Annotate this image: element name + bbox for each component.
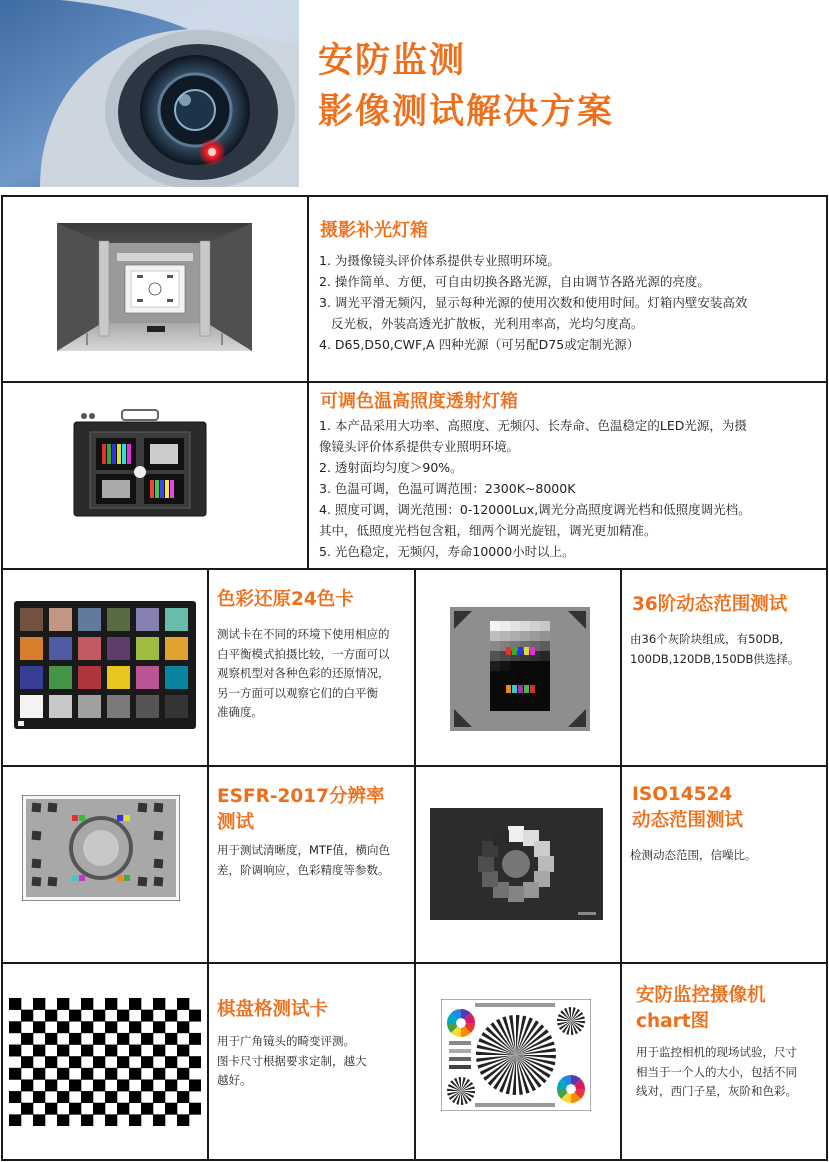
checkerboard-image: [9, 998, 201, 1126]
wide-rows-divider: [1, 381, 828, 383]
card-description: 由36个灰阶块组成，有50DB, 100DB,120DB,150DB供选择。: [630, 632, 800, 666]
card-title: 36阶动态范围测试: [632, 594, 788, 615]
color-patch: [165, 666, 188, 689]
grid-col-divider-2: [414, 568, 416, 1161]
lightbox-title: 摄影补光灯箱: [320, 220, 428, 241]
color-patch: [20, 666, 43, 689]
hero-image: [0, 0, 299, 187]
transmission-description: [319, 415, 824, 562]
color-patch: [78, 637, 101, 660]
transmission-line: 1. 本产品采用大功率、高照度、无频闪、长寿命、色温稳定的LED光源，为摄: [319, 418, 747, 433]
lightbox-image: [57, 223, 252, 351]
lightbox-line: 2. 操作简单、方便，可自由切换各路光源，自由调节各路光源的亮度。: [319, 274, 710, 289]
grid-col-divider-1: [207, 568, 209, 1161]
dynamic-range-36-image: [450, 607, 590, 731]
card-description: 用于测试清晰度，MTF值，横向色 差，阶调响应，色彩精度等参数。: [217, 843, 391, 877]
lightbox-line: 3. 调光平滑无频闪，显示每种光源的使用次数和使用时间。灯箱内壁安装高效: [319, 295, 748, 310]
esfr-chart-image: [22, 795, 180, 901]
card-description: 用于监控相机的现场试验，尺寸 相当于一个人的大小，包括不同 线对，西门子星，灰阶和色彩。: [636, 1045, 797, 1098]
lightbox-line: 1. 为摄像镜头评价体系提供专业照明环境。: [319, 253, 560, 268]
card-description: 用于广角镜头的畸变评测。 图卡尺寸根据要求定制，越大 越好。: [217, 1034, 367, 1087]
card-title: ISO14524 动态范围测试: [632, 784, 744, 831]
color-patch: [136, 608, 159, 631]
iso14524-chart-image: [430, 808, 603, 920]
color-patch: [107, 637, 130, 660]
wide-rows-column-divider: [307, 195, 309, 570]
transmission-line: 5. 光色稳定，无频闪，寿命10000小时以上。: [319, 544, 575, 559]
color-patch: [49, 608, 72, 631]
color-patch: [49, 695, 72, 718]
card-title: 棋盘格测试卡: [217, 999, 329, 1020]
color-patch: [165, 637, 188, 660]
card-title: ESFR-2017分辨率 测试: [217, 786, 385, 833]
color-patch: [136, 695, 159, 718]
color-patch: [107, 695, 130, 718]
transmission-line: 2. 透射面均匀度＞90%。: [319, 460, 463, 475]
color-patch: [165, 608, 188, 631]
colorchecker-image: [14, 601, 196, 729]
lightbox-line: 反光板，外装高透光扩散板，光利用率高，光均匀度高。: [331, 316, 644, 331]
color-patch: [78, 608, 101, 631]
grid-col-divider-3: [620, 568, 622, 1161]
transmission-box-image: [70, 408, 210, 518]
card-description: 测试卡在不同的环境下使用相应的 白平衡模式拍摄比较，一方面可以 观察机型对各种色彩的还原情况， 另一方面可以观察它们的白平衡 准确度。: [217, 627, 390, 719]
security-camera-icon: [0, 0, 299, 187]
card-title: 安防监控摄像机 chart图: [636, 985, 766, 1032]
color-patch: [136, 666, 159, 689]
transmission-line: 其中，低照度光档包含粗，细两个调光旋钮，调光更加精准。: [319, 523, 657, 538]
transmission-line: 4. 照度可调，调光范围：0-12000Lux,调光分高照度调光档和低照度调光档。: [319, 502, 751, 517]
hero-title-line2: 影像测试解决方案: [318, 92, 615, 132]
lightbox-description: [319, 250, 819, 355]
color-patch: [49, 666, 72, 689]
color-patch: [107, 608, 130, 631]
color-patch: [136, 637, 159, 660]
security-chart-image: [441, 999, 591, 1111]
transmission-line: 3. 色温可调，色温可调范围：2300K~8000K: [319, 481, 576, 496]
card-description: 检测动态范围，信噪比。: [630, 848, 757, 862]
transmission-line: 像镜头评价体系提供专业照明环境。: [319, 439, 520, 454]
lightbox-line: 4. D65,D50,CWF,A 四种光源（可另配D75或定制光源）: [319, 337, 640, 352]
transmission-title: 可调色温高照度透射灯箱: [320, 391, 518, 412]
color-patch: [165, 695, 188, 718]
hero-title-line1: 安防监测: [318, 41, 467, 81]
color-patch: [78, 666, 101, 689]
color-patch: [20, 608, 43, 631]
color-patch: [107, 666, 130, 689]
color-patch: [78, 695, 101, 718]
color-patch: [20, 695, 43, 718]
color-patch: [49, 637, 72, 660]
card-title: 色彩还原24色卡: [217, 589, 354, 610]
color-patch: [20, 637, 43, 660]
